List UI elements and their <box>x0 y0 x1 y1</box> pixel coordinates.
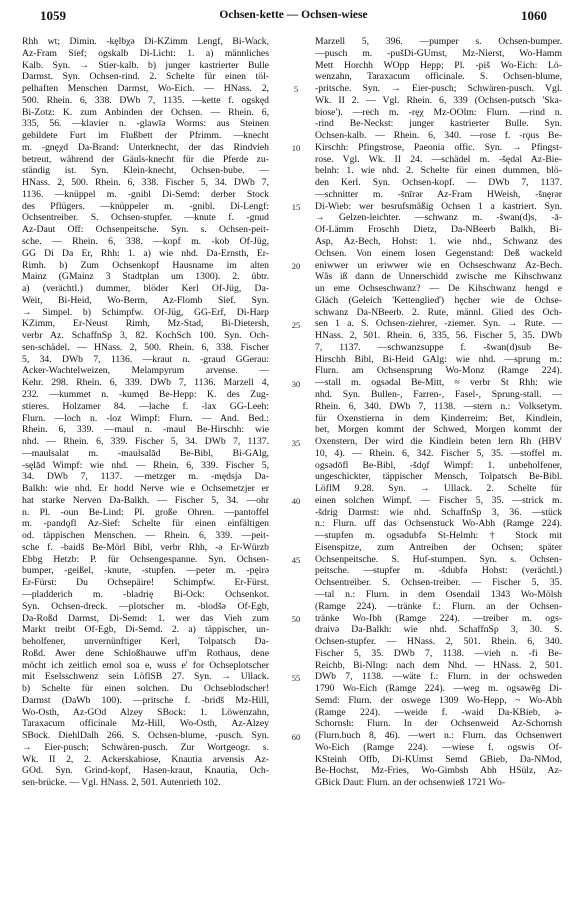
page-number-left: 1059 <box>40 8 66 23</box>
line-number: 40 <box>291 496 301 507</box>
text-line: sche. — Rhein. 6, 338. —kopf m. -kob Of-Jüg, <box>22 236 269 248</box>
text-line: ogsədōfl Be-Bibl, -šdǫf Wimpf: 1. unbeholfener, <box>315 459 562 471</box>
text-line: 10, 4). — Rhein. 6, 342. Fischer 5, 35. —stoffel m. <box>315 447 562 459</box>
text-line: Reichb, Bi-NIng: nach dem Nhd. — HNass. 2, 501. <box>315 659 562 671</box>
text-line: Wo-Eich (Ramge 224). —wiese f. ogswis Of- <box>315 741 562 753</box>
line-number: 10 <box>291 143 301 154</box>
text-line: 1790 Wo-Eich (Ramge 224). —weg m. ogsəwēg Di- <box>315 683 562 695</box>
text-line: (Ramge 224). —tränke f.: Flurn. an der Ochsen- <box>315 600 562 612</box>
text-line: → Gelzen-leichter. —schwanz m. -šwan(d)s, -ā- <box>315 212 562 224</box>
text-line: Bi-Zotz: K. zum Anbinden der Ochsen. — Rhein. 6, <box>22 106 269 118</box>
text-line: DWb 7, 1138. —wäte f.: Flurn. in der ochsweden <box>315 671 562 683</box>
text-line: Az-Fram Sief; ogskalb Di-Licht: 1. a) männliches <box>22 47 269 59</box>
text-line: Az-Daut Off: Ochsenpeitsche. Syn. s. Ochsen-peit- <box>22 224 269 236</box>
text-line: sen 1 a. S. Ochsen-ziehrer, -ziemer. Syn. → Rute. — <box>315 318 562 330</box>
left-column <box>22 36 269 789</box>
text-line: Ochsenpeitsche. S. Huf-stumpen. Syn. s. Ochsen- <box>315 553 562 565</box>
text-line: tränke Wo-Ibh (Ramge 224). —treiber m. ogs- <box>315 612 562 624</box>
text-line: möcht ich zeitlich emol soa e, wuss e' for Ochseplotscher <box>22 659 269 671</box>
text-line: Darmst. Syn. Ochsen-rind. 2. Schelte für einen töl- <box>22 71 269 83</box>
text-line: Kehr. 298. Rhein. 6, 339. DWb 7, 1136. Marzell 4, <box>22 377 269 389</box>
text-line: eniwwer un eriwwer wie en Ochseschwanz Az-Bech. <box>315 259 562 271</box>
text-line: —pladderich m. -bladrię Bi-Ock: Ochsenkot. <box>22 588 269 600</box>
text-line: Rhh wt; Dimin. -kęlbχə Di-KZimm Lengf, Bi-Wack, <box>22 36 269 47</box>
text-line: Semd: Flurn. der oswege 1309 Wo-Hepp, ~ Wo-Abh <box>315 694 562 706</box>
text-line: sen-brücke. — Vgl. HNass. 2, 501. Autenrieth 102. <box>22 777 221 789</box>
text-line: Rhein. 6, 340. DWb 7, 1138. —stern n.: Volksetym. <box>315 400 562 412</box>
text-line: Gläch (Geleich 'Kettenglied') hęcher wie de Ochse- <box>315 294 562 306</box>
text-line: Weit, Bi-Heid, Wo-Berm, Az-Flomb Sief. Syn. <box>22 294 269 306</box>
right-column <box>315 36 562 789</box>
text-line: hat starke Nerven Da-Balkh. — Fischer 5, 34. —ohr <box>22 494 269 506</box>
text-line: mit Eselsschwenz sein LöflSB 27. Syn. → Ullack. <box>22 671 269 683</box>
text-line: Marzell 5, 396. —pumper s. Ochsen-bumper. <box>315 36 562 47</box>
text-line: Schornsh: Flurn. In der Ochsenweid Az-Schornsh <box>315 718 562 730</box>
text-line: Di-Wieb: wer besrufsmäßig Ochsen 1 a kastriert. Syn. <box>315 200 562 212</box>
text-line: Mett Horchh WOpp Hepp; Pl. -piš Wo-Eich: Lö- <box>315 59 562 71</box>
text-line: Rimh. b) Zum Ochsenkopf Hausname im alten <box>22 259 269 271</box>
text-line: rose. Vgl. Wk. II 24. —schädel m. -šędǝl Az-Bie- <box>315 153 562 165</box>
text-line: 1136. —knüppel m. -gnibl Di-Semd: derber Stock <box>22 188 269 200</box>
text-line: -šdrig Darmst: wie nhd. SchaffnSp 3, 36. —stück <box>315 506 562 518</box>
text-line: Ochsen. Von einem losen Gegenstand: Deß wackeld <box>315 247 562 259</box>
line-number: 55 <box>291 673 301 684</box>
text-line: -sęlād Wimpf: wie nhd. — Rhein. 6, 339. Fischer 5, <box>22 459 269 471</box>
text-line: Ochsen-kalb. — Rhein. 6, 340. —rose f. -rǫus Be- <box>315 130 562 142</box>
text-line: —maulsalat m. -maulsalād Be-Bibl, Bi-GAlg, <box>22 447 269 459</box>
text-line: Kirschh: Pfingstrose, Paeonia offic. Syn. → Pfingst- <box>315 141 562 153</box>
text-line: —pusch m. -pušDi-GUmst, Mz-Nierst, Wo-Hamm <box>315 47 562 59</box>
text-line: Roßd. Awer dene Schloßhauwe uff'm Rothaus, dene <box>22 647 269 659</box>
text-line: b) Schelte für einen solchen. Du Ochseblodscher! <box>22 683 269 695</box>
text-line: 335, 56. —klavier n. -glawīə Worms: aus Steinen <box>22 118 269 130</box>
text-line: nhd. Syn. Bullen-, Farren-, Fasel-, Sprung-stall. — <box>315 388 562 400</box>
text-line: für Oxenstierna in dem Kinderreim: Bet, Kindlein, <box>315 412 562 424</box>
text-line: → Eier-pusch; Schwären-pusch. Zur Wortgeogr. s. <box>22 741 269 753</box>
text-line: Of-Lämm Froschh Dietz, Da-NBeerb Balkh, Bi- <box>315 224 562 236</box>
text-line: pelhaften Menschen Darmst, Wo-Eich. — HNass. 2, <box>22 83 269 95</box>
text-line: draivə Da-Balkh: wie nhd. SchaffnSp 3, 30. S. <box>315 624 562 636</box>
text-line: Hirschh Bibl, Bi-Heid GAlg: wie nhd. —sprung m.: <box>315 353 562 365</box>
text-line: HNass. 2, 500. Rhein. 6, 338. Fischer 5, 34. DWb 7, <box>22 177 269 189</box>
running-title: Ochsen-kette — Ochsen-wiese <box>219 9 368 21</box>
text-line: schwanz Da-NBeerb. 2. Rute, männl. Glied des Och- <box>315 306 562 318</box>
text-line: HNass. 2, 501. Rhein. 6, 335, 56. Fischer 5, 35. DWb <box>315 330 562 342</box>
text-line: -rind Be-Neckst: junger kastrierter Bulle. Syn. <box>315 118 562 130</box>
text-line: —schnitter m. -šnīrər Az-Fram HWeish, -šnęrər <box>315 188 562 200</box>
text-line: Darmst (DaWb 100). —pritsche f. -bridš Mz-Hill, <box>22 694 269 706</box>
text-line: betreut, während der Gäuls-knecht für die Pferde zu- <box>22 153 269 165</box>
text-line: wenzahn, Taraxacum officinale. S. Ochsen-blume, <box>315 71 562 83</box>
text-line: —tal n.: Flurn. in dem Osendail 1343 Wo-Mölsh <box>315 588 562 600</box>
text-line: (Ramge 224). —weide f. -waid Da-KBieb, ə- <box>315 706 562 718</box>
text-line: einen solchen Wimpf. — Fischer 5, 35. —strick m. <box>315 494 562 506</box>
text-line: 5, 34. DWb 7, 1136. —kraut n. -graud GGerau: <box>22 353 269 365</box>
text-line: —stupfen m. ogsədubfə St-Helmh: † Stock mit <box>315 530 562 542</box>
text-line: Eisenspitze, zum Antreiben der Ochsen; später <box>315 541 562 553</box>
text-line: verbr Az. SchaffnSp 3, 82. KochSch 100. Syn. Och- <box>22 330 269 342</box>
line-number: 15 <box>291 201 301 212</box>
text-line: KZimm, Er-Neust Rimh, Mz-Stad, Bi-Dietersh, <box>22 318 269 330</box>
text-line: Asp, Az-Bech, Hohst: 1. wie nhd., Schwanz des <box>315 236 562 248</box>
text-line: GOd. Syn. Grind-kopf, Hasen-kraut, Knautia, Och- <box>22 765 269 777</box>
text-line: -pritsche. Syn. → Eier-pusch; Schwären-pusch. Vgl. <box>315 83 562 95</box>
text-line: Syn. Ochsen-dreck. —plotscher m. -blodšə Of-Egb, <box>22 600 269 612</box>
text-line: belnh: 1. wie nhd. 2. Schelte für einen dummen, blö- <box>315 165 562 177</box>
text-line: KSteinh Offb, Di-KUmst Semd GBieb, Da-NMod, <box>315 753 562 765</box>
text-line: m. -gnęχd Da-Brand: Unterknecht, der das Rindvieh <box>22 141 269 153</box>
text-line: Er-Fürst: Du Ochsepäire! Schimpfw. Er-Fürst. <box>22 577 269 589</box>
text-line: Be-Hochst, Mz-Fries, Wo-Gimbsh Abh HSülz, Az- <box>315 765 562 777</box>
text-line: Ochsen-stupfer. — HNass. 2, 501. Rhein. 6, 340. <box>315 636 562 648</box>
page-header <box>40 8 547 26</box>
text-line: bet, Morgen kommt der Schwed, Morgen kommt der <box>315 424 562 436</box>
text-line: od. täppischen Menschen. — Rhein. 6, 339. —peit- <box>22 530 269 542</box>
text-line: gebildete Furt im Flußbett der Pfrimm. —knecht <box>22 130 269 142</box>
text-line: Ochsentreiber. S. Ochsen-treiber. — Fischer 5, 35. <box>315 577 562 589</box>
text-line: GG Di Da Er, Rhh: 1. a) wie nhd. Da-Ernsth, Er- <box>22 247 269 259</box>
text-line: a) (verächtl.) dummer, blöder Kerl Of-Jüg, Da- <box>22 283 269 295</box>
text-line: (Flurn.buch 8, 46). —wert n.: Flurn. das Ochsenwert <box>315 730 562 742</box>
line-number: 45 <box>291 555 301 566</box>
text-line: Acker-Wachtelweizen, Melampyrum arvense. — <box>22 365 269 377</box>
text-line: biose'). —rech m. -ręχ Mz-OOlm: Flurn. —rind n. <box>315 106 562 118</box>
text-line: Oxenstern, Der wird die Kindlein beten lern Rh (HBV <box>315 436 562 448</box>
text-line: Ochsentreiber. S. Ochsen-stupfer. —knute f. -gnud <box>22 212 269 224</box>
text-line: Fischer 5, 35. DWb 7, 1138. —vieh n. -fi Be- <box>315 647 562 659</box>
text-line: Ebbg Hetzb: P. für Ochsengespanne. Syn. Ochsen- <box>22 553 269 565</box>
text-line: Kalb. Syn. → Stier-kalb. b) junger kastrierter Bulle <box>22 59 269 71</box>
text-line: ungeschickter, täppischer Mensch, Tolpatsch Be-Bibl. <box>315 471 562 483</box>
text-line: n. Pl. -oun Be-Lind: Pl. große Ohren. —pantoffel <box>22 506 269 518</box>
text-line: Wk. II 2. — Vgl. Rhein. 6, 339 (Ochsen-putsch 'Ska- <box>315 94 562 106</box>
text-line: Mainz (GMainz 3 Stadtplan um 1300). 2. übtr. <box>22 271 269 283</box>
line-number: 25 <box>291 319 301 330</box>
text-line: Wo-Osth, Az-GOd Alzey SBock: 1. Löwenzahn, <box>22 706 269 718</box>
text-line: peitsche. —stupfer m. -šdubfə Hohst: (verächtl.) <box>315 565 562 577</box>
text-line: Taraxacum officinale Mz-Hill, Wo-Osth, Az-Alzey <box>22 718 269 730</box>
line-number: 35 <box>291 437 301 448</box>
text-line: 232. —kummet n. -kumęd Be-Hepp: K. des Zug- <box>22 388 269 400</box>
text-line: n.: Flurn. uff das Ochsenstuck Wo-Abh (Ramge 224). <box>315 518 562 530</box>
text-line: m. -pandǫfl Az-Sief: Schelte für einen einfältigen <box>22 518 269 530</box>
text-line: 7, 1137. —schwanzsuppe f. -šwan(d)sub Be- <box>315 341 562 353</box>
text-line: Rhein. 6, 339. —maul n. -maul Be-Hirschh: wie <box>22 424 269 436</box>
line-number: 20 <box>291 260 301 271</box>
text-line: ständig ist. Syn. Klein-knecht, Ochsen-bube. — <box>22 165 269 177</box>
text-line: —stall m. ogsədal Be-Mitt, ≈ verbr St Rhh: wie <box>315 377 562 389</box>
text-line: GBick Daut: Flurn. an der ochsenwieß 1721 Wo- <box>315 777 506 789</box>
line-number: 5 <box>293 84 299 95</box>
text-line: nhd. — Rhein. 6, 339. Fischer 5, 34. DWb 7, 1137. <box>22 436 269 448</box>
text-line: sen-schädel. — HNass. 2, 500. Rhein. 6, 338. Fischer <box>22 341 269 353</box>
line-number: 30 <box>291 378 301 389</box>
text-line: Da-Roßd Darmst, Di-Semd: 1. wer das Vieh zum <box>22 612 269 624</box>
text-line: → Simpel. b) Schimpfw. Of-Jüg, GG-Erf, Di-Harp <box>22 306 269 318</box>
text-line: beholfener, unvernünftiger Kerl, Tolpatsch Da- <box>22 636 269 648</box>
text-line: un eme Ochseschwanz? — De Kihschwanz hengd e <box>315 283 562 295</box>
text-line: den Kerl. Syn. Ochsen-kopf. — DWb 7, 1137. <box>315 177 562 189</box>
text-line: Flurn. —loch n. -loz Wimpf: Flurn. — And. Bed.: <box>22 412 269 424</box>
text-line: stieres. Holzamer 84. —lache f. -lax GG-Leeh: <box>22 400 269 412</box>
line-number: 50 <box>291 614 301 625</box>
line-number: 60 <box>291 732 301 743</box>
page-number-right: 1060 <box>521 8 547 23</box>
text-line: des Pflügers. —knüppeler m. -gnibl. Di-Lengf: <box>22 200 269 212</box>
text-line: LöflM 9.28. Syn. → Ullack. 2. Schelte für <box>315 483 562 495</box>
text-line: 500. Rhein. 6, 338. DWb 7, 1135. —kette f. ogskęd <box>22 94 269 106</box>
text-line: Balkh: wie nhd. Er hodd Nerve wie e Ochsemetzjer er <box>22 483 269 495</box>
text-line: Wås iß dann de Unnerschidd zwische me Kihschwanz <box>315 271 562 283</box>
text-line: Wk. II 2, 2. Ackerskabiose, Knautia arvensis Az- <box>22 753 269 765</box>
text-line: Markt treibt Of-Egb, Di-Semd. 2. a) täppischer, un- <box>22 624 269 636</box>
text-line: 34. DWb 7, 1137. —metzger m. -mędsjə Da- <box>22 471 269 483</box>
text-line: Flurn. am Ochsensprung Wo-Monz (Ramge 224). <box>315 365 562 377</box>
text-line: bumper, -geißel, -knute, -stupfen. —peter m. -pęirə <box>22 565 269 577</box>
text-line: sche f. -baidš Be-Mörl Bibl, verbr Rhh, -ə Er-Würzb <box>22 541 269 553</box>
text-line: SBock. DiehlDalh 266. S. Ochsen-blume, -pusch. Syn. <box>22 730 269 742</box>
